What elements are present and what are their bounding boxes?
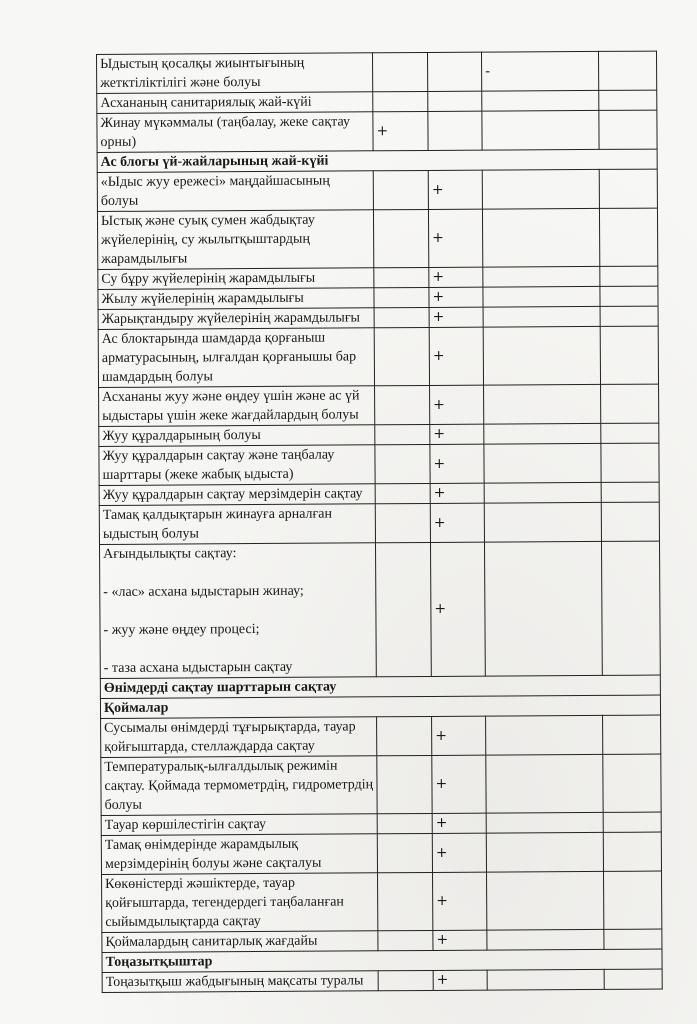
mark-cell-col-4 <box>601 443 659 482</box>
mark-cell-col-4 <box>599 90 657 110</box>
mark-cell-col-3 <box>482 110 599 150</box>
mark-cell-col-2: + <box>432 716 486 755</box>
mark-cell-col-1 <box>372 52 427 91</box>
mark-cell-col-3: - <box>481 51 598 91</box>
mark-cell-col-4 <box>601 502 659 541</box>
mark-cell-col-2: + <box>432 833 486 872</box>
mark-cell-col-3 <box>482 169 599 209</box>
criterion-text: Жуу құралдарын сақтау мерзімдерін сақтау <box>99 484 375 506</box>
checklist-row <box>99 384 659 426</box>
criterion-text: Тамақ өнімдерінде жарамдылық мерзімдерінің болуы және сақталуы <box>101 834 377 875</box>
mark-cell-col-4 <box>601 423 659 443</box>
criterion-text: Асхананы жуу және өңдеу үшін және ас үй ыдыстары үшін жеке жағдайлардың болуы <box>99 386 375 427</box>
checklist-row <box>97 51 657 93</box>
mark-cell-col-1 <box>375 444 430 483</box>
mark-cell-col-3 <box>484 502 601 542</box>
mark-cell-col-1 <box>374 267 429 287</box>
checklist-row <box>99 541 660 678</box>
criterion-text-multiline <box>99 543 376 679</box>
mark-cell-col-4 <box>604 871 662 929</box>
checklist-row <box>101 754 661 815</box>
mark-cell-col-1 <box>373 91 428 111</box>
mark-cell-col-2: + <box>433 930 487 950</box>
mark-cell-col-2: + <box>429 307 483 327</box>
criterion-text: Жуу құралдарын сақтау және таңбалау шарттары (жеке жабық ыдыста) <box>99 445 375 486</box>
line-gap <box>103 600 372 621</box>
checklist-row <box>97 208 657 269</box>
criterion-text: Көкөністерді жәшіктерде, тауар қойғыштарда, тегендердегі таңбаланған сыйымдылықтарда сақтау <box>102 873 378 933</box>
mark-cell-col-3 <box>483 286 600 307</box>
criterion-text: Ыдыстың қосалқы жиынтығының жетктіліктілігі және болуы <box>97 53 373 94</box>
line-gap <box>104 638 373 659</box>
criterion-text: Су бұру жүйелерінің жарамдылығы <box>98 268 374 290</box>
mark-cell-col-1 <box>373 209 428 267</box>
criterion-text: Ыстық және суық сумен жабдықтау жүйелерінің, су жылытқыштардың жарамдылығы <box>97 210 373 270</box>
mark-cell-col-4 <box>599 110 657 149</box>
mark-cell-col-3 <box>484 423 601 444</box>
criterion-text: Қоймалардың санитарлық жағдайы <box>102 931 378 953</box>
mark-cell-col-4 <box>604 929 662 949</box>
mark-cell-col-2: + <box>432 813 486 833</box>
mark-cell-col-2: + <box>433 970 487 990</box>
mark-cell-col-3 <box>487 871 604 930</box>
mark-cell-col-3 <box>484 384 601 424</box>
mark-cell-col-4 <box>600 266 658 286</box>
mark-cell-col-2: + <box>433 872 487 930</box>
mark-cell-col-2: + <box>428 170 482 209</box>
mark-cell-col-2: + <box>432 755 486 813</box>
mark-cell-col-3 <box>482 208 599 267</box>
mark-cell-col-1 <box>375 542 431 676</box>
checklist-body <box>97 51 663 992</box>
mark-cell-col-3 <box>483 326 600 385</box>
criterion-text: Жуу құралдарының болуы <box>99 425 375 447</box>
checklist-row <box>101 715 661 757</box>
criterion-line: - жуу және өңдеу процесі; <box>103 622 260 638</box>
mark-cell-col-3 <box>484 482 601 503</box>
mark-cell-col-4 <box>600 326 658 384</box>
mark-cell-col-4 <box>601 384 659 423</box>
mark-cell-col-4 <box>600 306 658 326</box>
checklist-row <box>99 502 659 544</box>
mark-cell-col-3 <box>486 832 603 872</box>
criterion-line: Ағындылықты сақтау: <box>103 546 237 562</box>
criterion-text: Сусымалы өнімдерді тұғырықтарда, тауар қойғыштарда, стеллаждарда сақтау <box>101 717 377 758</box>
mark-cell-col-2: + <box>430 542 485 676</box>
criterion-text: Тоңазытқыш жабдығының мақсаты туралы <box>102 971 378 993</box>
checklist-row <box>98 326 658 387</box>
section-title: Өнімдерді сақтау шарттарын сақтау <box>100 675 660 698</box>
mark-cell-col-1 <box>374 307 429 327</box>
criterion-text: «Ыдыс жуу ережесі» маңдайшасының болуы <box>97 171 373 212</box>
mark-cell-col-3 <box>486 754 603 813</box>
mark-cell-col-2: + <box>430 444 484 483</box>
mark-cell-col-3 <box>487 929 604 950</box>
mark-cell-col-4 <box>603 832 661 871</box>
criterion-text: Температуралық-ылғалдылық режимін сақтау. Қоймада термометрдің, гидрометрдің болуы <box>101 756 377 816</box>
criterion-text: Тамақ қалдықтарын жинауға арналған ыдыстың болуы <box>99 504 375 545</box>
mark-cell-col-2: + <box>429 287 483 307</box>
mark-cell-col-2: + <box>429 327 483 385</box>
mark-cell-col-3 <box>483 266 600 287</box>
mark-cell-col-3 <box>483 306 600 327</box>
mark-cell-col-1 <box>377 755 432 813</box>
mark-cell-col-1 <box>378 872 433 930</box>
mark-cell-col-3 <box>486 812 603 833</box>
checklist-row <box>102 969 662 992</box>
mark-cell-col-2 <box>427 52 481 91</box>
inspection-checklist-table <box>96 51 663 993</box>
mark-cell-col-2: + <box>430 483 484 503</box>
mark-cell-col-4 <box>601 541 660 675</box>
mark-cell-col-1 <box>375 483 430 503</box>
criterion-text: Жинау мүкәммалы (таңбалау, жеке сақтау орны) <box>97 112 373 153</box>
mark-cell-col-3 <box>487 969 604 990</box>
criterion-text: Тауар көршілестігін сақтау <box>101 814 377 836</box>
mark-cell-col-4 <box>603 715 661 754</box>
mark-cell-col-2: + <box>428 209 482 267</box>
mark-cell-col-1 <box>377 716 432 755</box>
mark-cell-col-2 <box>428 91 482 111</box>
checklist-row <box>97 169 657 211</box>
mark-cell-col-1 <box>377 833 432 872</box>
mark-cell-col-1 <box>374 327 429 385</box>
mark-cell-col-1 <box>375 503 430 542</box>
mark-cell-col-2: + <box>430 385 484 424</box>
mark-cell-col-1 <box>378 970 433 990</box>
line-gap <box>103 562 372 583</box>
mark-cell-col-4 <box>603 812 661 832</box>
checklist-row <box>101 832 661 874</box>
mark-cell-col-4 <box>603 754 661 812</box>
checklist-row <box>97 110 657 152</box>
mark-cell-col-4 <box>601 482 659 502</box>
mark-cell-col-1 <box>373 170 428 209</box>
criterion-line: - «лас» асхана ыдыстарын жинау; <box>103 583 304 600</box>
mark-cell-col-3 <box>484 443 601 483</box>
mark-cell-col-4 <box>599 208 657 266</box>
mark-cell-col-1 <box>374 287 429 307</box>
mark-cell-col-4 <box>604 969 662 989</box>
mark-cell-col-4 <box>598 51 656 90</box>
mark-cell-col-1: + <box>373 111 428 150</box>
section-title: Қоймалар <box>100 695 660 718</box>
mark-cell-col-3 <box>484 541 602 676</box>
mark-cell-col-3 <box>482 90 599 111</box>
mark-cell-col-1 <box>378 930 433 950</box>
checklist-row <box>99 443 659 485</box>
mark-cell-col-2 <box>428 111 482 150</box>
criterion-text: Ас блоктарында шамдарда қорғаныш арматурасының, ылғалдан қорғанышы бар шамдардың болуы <box>98 328 374 388</box>
mark-cell-col-1 <box>375 385 430 424</box>
criterion-text: Асхананың санитариялық жай-күйі <box>97 92 373 114</box>
mark-cell-col-1 <box>377 813 432 833</box>
mark-cell-col-1 <box>375 424 430 444</box>
checklist-row <box>102 871 662 932</box>
mark-cell-col-2: + <box>429 267 483 287</box>
mark-cell-col-3 <box>486 715 603 755</box>
criterion-text: Жарықтандыру жүйелерінің жарамдылығы <box>98 308 374 330</box>
section-title: Тоңазытқыштар <box>102 949 662 972</box>
mark-cell-col-4 <box>599 169 657 208</box>
mark-cell-col-2: + <box>430 503 484 542</box>
mark-cell-col-2: + <box>430 424 484 444</box>
mark-cell-col-4 <box>600 286 658 306</box>
criterion-text: Жылу жүйелерінің жарамдылығы <box>98 288 374 310</box>
section-title: Ас блогы үй-жайларының жай-күйі <box>97 149 657 172</box>
criterion-line: - таза асхана ыдыстарын сақтау <box>103 659 293 676</box>
